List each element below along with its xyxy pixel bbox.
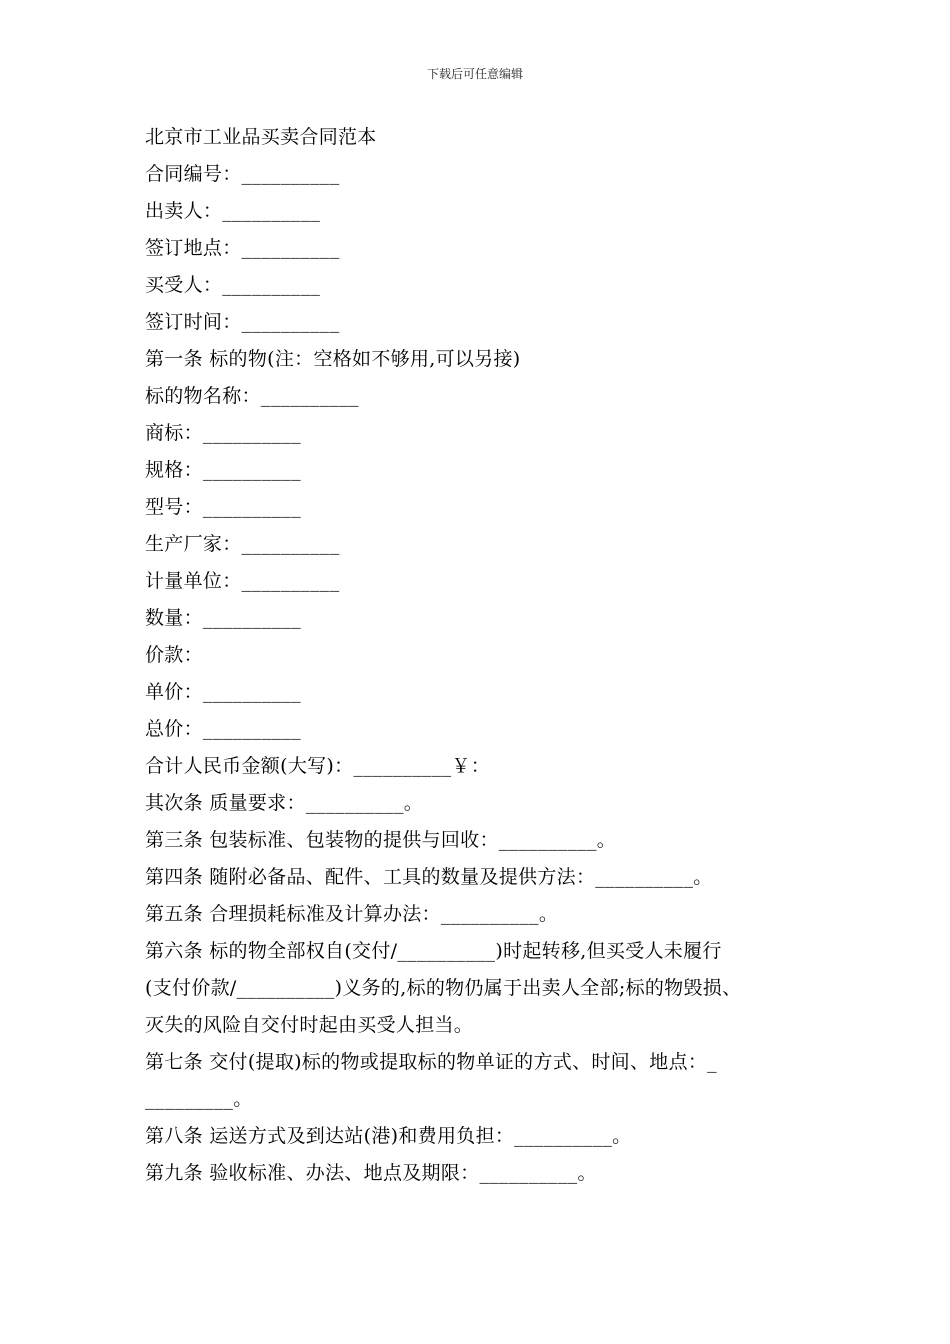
field-trademark: 商标：__________: [145, 422, 301, 444]
article-5: 第五条 合理损耗标准及计算办法：__________。: [145, 903, 559, 925]
field-buyer: 买受人：__________: [145, 274, 321, 296]
article-3: 第三条 包装标准、包装物的提供与回收：__________。: [145, 829, 617, 851]
field-seller: 出卖人：__________: [145, 200, 321, 222]
field-total-rmb: 合计人民币金额(大写)：__________￥：: [145, 755, 491, 777]
field-item-name: 标的物名称：__________: [145, 385, 359, 407]
field-sign-place: 签订地点：__________: [145, 237, 340, 259]
article-7-line-1: 第七条 交付(提取)标的物或提取标的物单证的方式、时间、地点：_: [145, 1051, 717, 1073]
field-contract-no: 合同编号：__________: [145, 163, 340, 185]
article-4: 第四条 随附必备品、配件、工具的数量及提供方法：__________。: [145, 866, 713, 888]
field-total-price: 总价：__________: [145, 718, 301, 740]
article-8: 第八条 运送方式及到达站(港)和费用负担：__________。: [145, 1125, 632, 1147]
page-header-note: 下载后可任意编辑: [426, 67, 523, 81]
contract-body: [145, 119, 815, 1192]
field-spec: 规格：__________: [145, 459, 301, 481]
article-6-line-1: 第六条 标的物全部权自(交付/__________)时起转移,但买受人未履行: [145, 940, 722, 962]
field-unit: 计量单位：__________: [145, 570, 340, 592]
field-manufacturer: 生产厂家：__________: [145, 533, 340, 555]
field-unit-price: 单价：__________: [145, 681, 301, 703]
article-7-line-2: _________。: [145, 1088, 253, 1110]
field-sign-time: 签订时间：__________: [145, 311, 340, 333]
article-1-heading: 第一条 标的物(注：空格如不够用,可以另接): [145, 348, 521, 370]
field-model: 型号：__________: [145, 496, 301, 518]
article-2: 其次条 质量要求：__________。: [145, 792, 424, 814]
field-quantity: 数量：__________: [145, 607, 301, 629]
document-title: 北京市工业品买卖合同范本: [145, 126, 377, 148]
field-price: 价款：: [145, 644, 203, 666]
article-6-line-3: 灭失的风险自交付时起由买受人担当。: [145, 1014, 474, 1036]
article-6-line-2: (支付价款/__________)义务的,标的物仍属于出卖人全部;标的物毁损、: [145, 977, 742, 999]
article-9: 第九条 验收标准、办法、地点及期限：__________。: [145, 1162, 597, 1184]
